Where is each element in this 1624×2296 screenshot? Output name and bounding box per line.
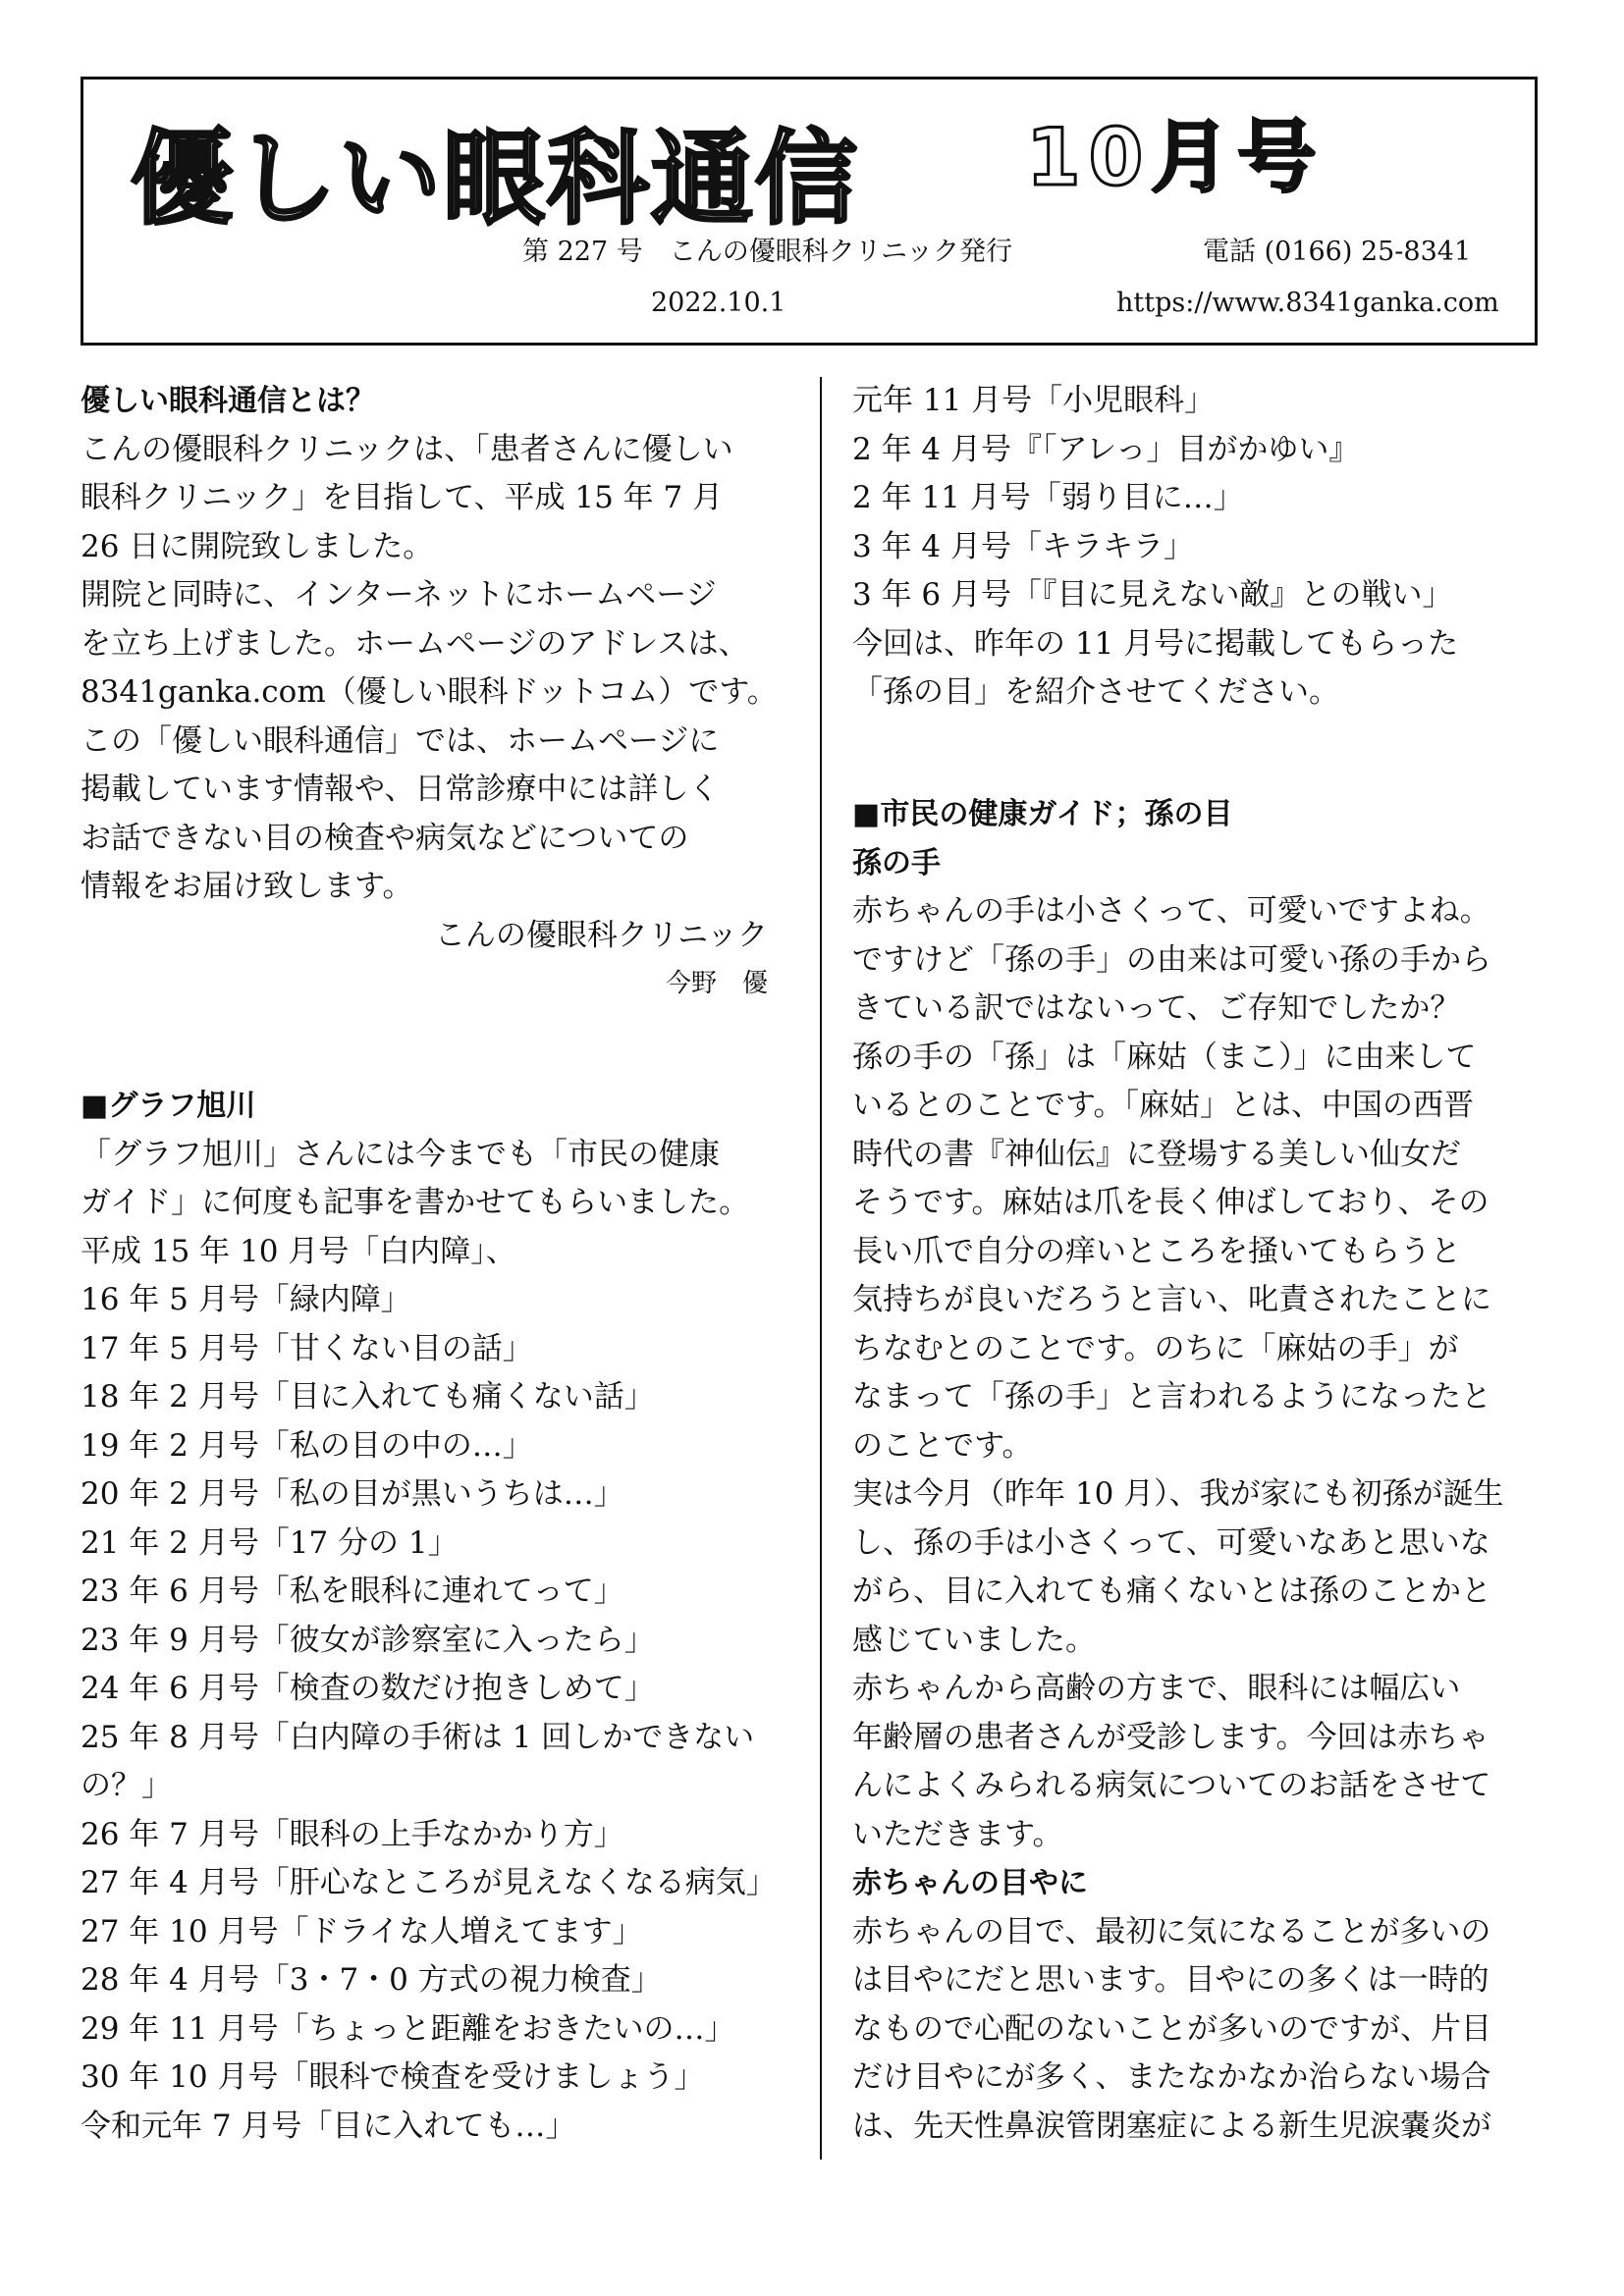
article-item: 17 年 5 月号「甘くない目の話」 [81,1330,533,1366]
doctor-signature: 今野 優 [665,969,768,998]
issue-date: 2022.10.1 [651,288,786,318]
guide-line: し、孫の手は小さくって、可愛いなあと思いな [852,1524,1490,1561]
article-list [81,1228,787,2152]
issue-month: 10月号 [1026,112,1325,203]
article-item: 27 年 10 月号「ドライな人増えてます」 [81,1913,643,1949]
guide-paragraph [852,1908,1559,2152]
guide-line: 気持ちが良いだろうと言い、叱責されたことに [852,1282,1491,1317]
guide-line: そうです。麻姑は爪を長く伸ばしており、その [852,1185,1489,1220]
guide-line: 赤ちゃんの目で、最初に気になることが多いの [852,1913,1491,1949]
intro-heading: 優しい眼科通信とは？ [81,384,375,418]
article-item: 29 年 11 月号「ちょっと距離をおきたいの…」 [81,2010,735,2047]
guide-line: ちなむとのことです。のちに「麻姑の手」が [852,1330,1459,1366]
article-item: 2 年 11 月号「弱り目に…」 [852,480,1244,515]
guide-line: 赤ちゃんから高齢の方まで、眼科には幅広い [852,1671,1461,1706]
guide-line: いただきます。 [852,1816,1063,1852]
article-item: 27 年 4 月号「肝心なところが見えなくなる病気」 [81,1865,777,1900]
issue-number: 第 227 号 こんの優眼科クリニック発行 [522,237,1013,267]
guide-heading: ■市民の健康ガイド；孫の目 [852,797,1233,831]
intro-body [81,426,787,912]
guide-line: 感じていました。 [852,1622,1096,1658]
guide-line: なまって「孫の手」と言われるようになったと [852,1379,1491,1415]
website-url: https://www.8341ganka.com [1116,288,1499,318]
left-column [81,377,787,2151]
article-item: 28 年 4 月号「3・7・0 方式の視力検査」 [81,1962,662,1998]
article-item: 26 年 7 月号「眼科の上手なかかり方」 [81,1816,624,1852]
article-item: 20 年 2 月号「私の目が黒いうちは…」 [81,1476,624,1512]
intro-line: 掲載しています情報や、日常診療中には詳しく [81,772,720,807]
guide-paragraph [852,887,1559,1859]
spacer [81,1009,787,1058]
article-item: 元年 11 月号「小児眼科」 [852,383,1216,418]
intro-line: 26 日に開院致しました。 [81,528,434,564]
intro-line: お話できない目の検査や病気などについての [81,820,689,856]
intro-line: こんの優眼科クリニックは、「患者さんに優しい [81,431,733,467]
intro-line: 情報をお届け致します。 [81,869,413,904]
article-item: 30 年 10 月号「眼科で検査を受けましょう」 [81,2059,705,2095]
guide-line: だけ目やにが多く、またなかなか治らない場合 [852,2059,1491,2095]
spacer [852,718,1559,767]
guide-line: いるとのことです。「麻姑」とは、中国の西晋 [852,1088,1475,1123]
guide-line: 長い爪で自分の痒いところを掻いてもらうと [852,1233,1461,1269]
guide-line: は目やにだと思います。目やにの多くは一時的 [852,1962,1489,1998]
graph-intro-line: 「グラフ旭川」さんには今までも「市民の健康 [81,1136,720,1172]
guide-line: 時代の書『神仙伝』に登場する美しい仙女だ [852,1136,1461,1172]
right-column [852,377,1559,2151]
column-divider [820,377,822,2160]
graph-outro-line: 今回は、昨年の 11 月号に掲載してもらった [852,625,1459,662]
guide-subheading: 孫の手 [852,845,941,881]
article-item: 24 年 6 月号「検査の数だけ抱きしめて」 [81,1671,655,1706]
article-item: 23 年 6 月号「私を眼科に連れてって」 [81,1574,624,1609]
guide-line: 赤ちゃんの手は小さくって、可愛いですよね。 [852,893,1490,929]
intro-line: 眼科クリニック」を目指して、平成 15 年 7 月 [81,480,724,515]
spacer [852,766,1559,790]
phone-number: 電話 (0166) 25-8341 [1203,237,1472,267]
guide-line: ですけど「孫の手」の由来は可愛い孫の手から [852,941,1491,978]
article-item: 3 年 6 月号「『目に見えない敵』との戦い」 [852,577,1453,613]
guide-line: なもので心配のないことが多いのですが、片目 [852,2010,1491,2047]
article-item: 21 年 2 月号「17 分の 1」 [81,1524,459,1561]
guide-subheading: 赤ちゃんの目やに [852,1866,1088,1900]
guide-line: のことです。 [852,1427,1033,1464]
article-item: 25 年 8 月号「白内障の手術は 1 回しかできない [81,1719,755,1755]
article-item: の？」 [81,1768,172,1803]
clinic-signature: こんの優眼科クリニック [434,917,768,953]
guide-line: 孫の手の「孫」は「麻姑（まこ）」に由来して [852,1039,1477,1075]
guide-line: は、先天性鼻涙管閉塞症による新生児涙嚢炎が [852,2108,1491,2144]
guide-line: がら、目に入れても痛くないとは孫のことかと [852,1574,1491,1609]
graph-heading: ■グラフ旭川 [81,1089,256,1123]
intro-line: 8341ganka.com（優しい眼科ドットコム）です。 [81,674,778,710]
article-item: 3 年 4 月号「キラキラ」 [852,528,1195,564]
article-item: 23 年 9 月号「彼女が診察室に入ったら」 [81,1622,655,1658]
article-item: 平成 15 年 10 月号「白内障」、 [81,1233,516,1269]
masthead [81,77,1538,346]
article-item: 18 年 2 月号「目に入れても痛くない話」 [81,1379,655,1415]
intro-line: この「優しい眼科通信」では、ホームページに [81,722,720,759]
spacer [81,1057,787,1082]
article-item: 16 年 5 月号「緑内障」 [81,1282,411,1317]
intro-line: を立ち上げました。ホームページのアドレスは、 [81,625,749,662]
guide-line: きている訳ではないって、ご存知でしたか？ [852,990,1461,1026]
intro-line: 開院と同時に、インターネットにホームページ [81,577,717,613]
article-item: 2 年 4 月号『「アレっ」目がかゆい』 [852,431,1360,467]
article-item: 19 年 2 月号「私の目の中の…」 [81,1427,533,1464]
graph-outro-line: 「孫の目」を紹介させてください。 [852,674,1339,710]
newsletter-title: 優しい眼科通信 [131,119,860,239]
guide-line: 年齢層の患者さんが受診します。今回は赤ちゃ [852,1719,1489,1755]
guide-line: んによくみられる病気についてのお話をさせて [852,1768,1491,1803]
article-list-continued [852,377,1559,620]
guide-line: 実は今月（昨年 10 月）、我が家にも初孫が誕生 [852,1476,1504,1512]
graph-intro-line: ガイド」に何度も記事を書かせてもらいました。 [81,1185,750,1220]
article-item: 令和元年 7 月号「目に入れても…」 [81,2108,576,2144]
